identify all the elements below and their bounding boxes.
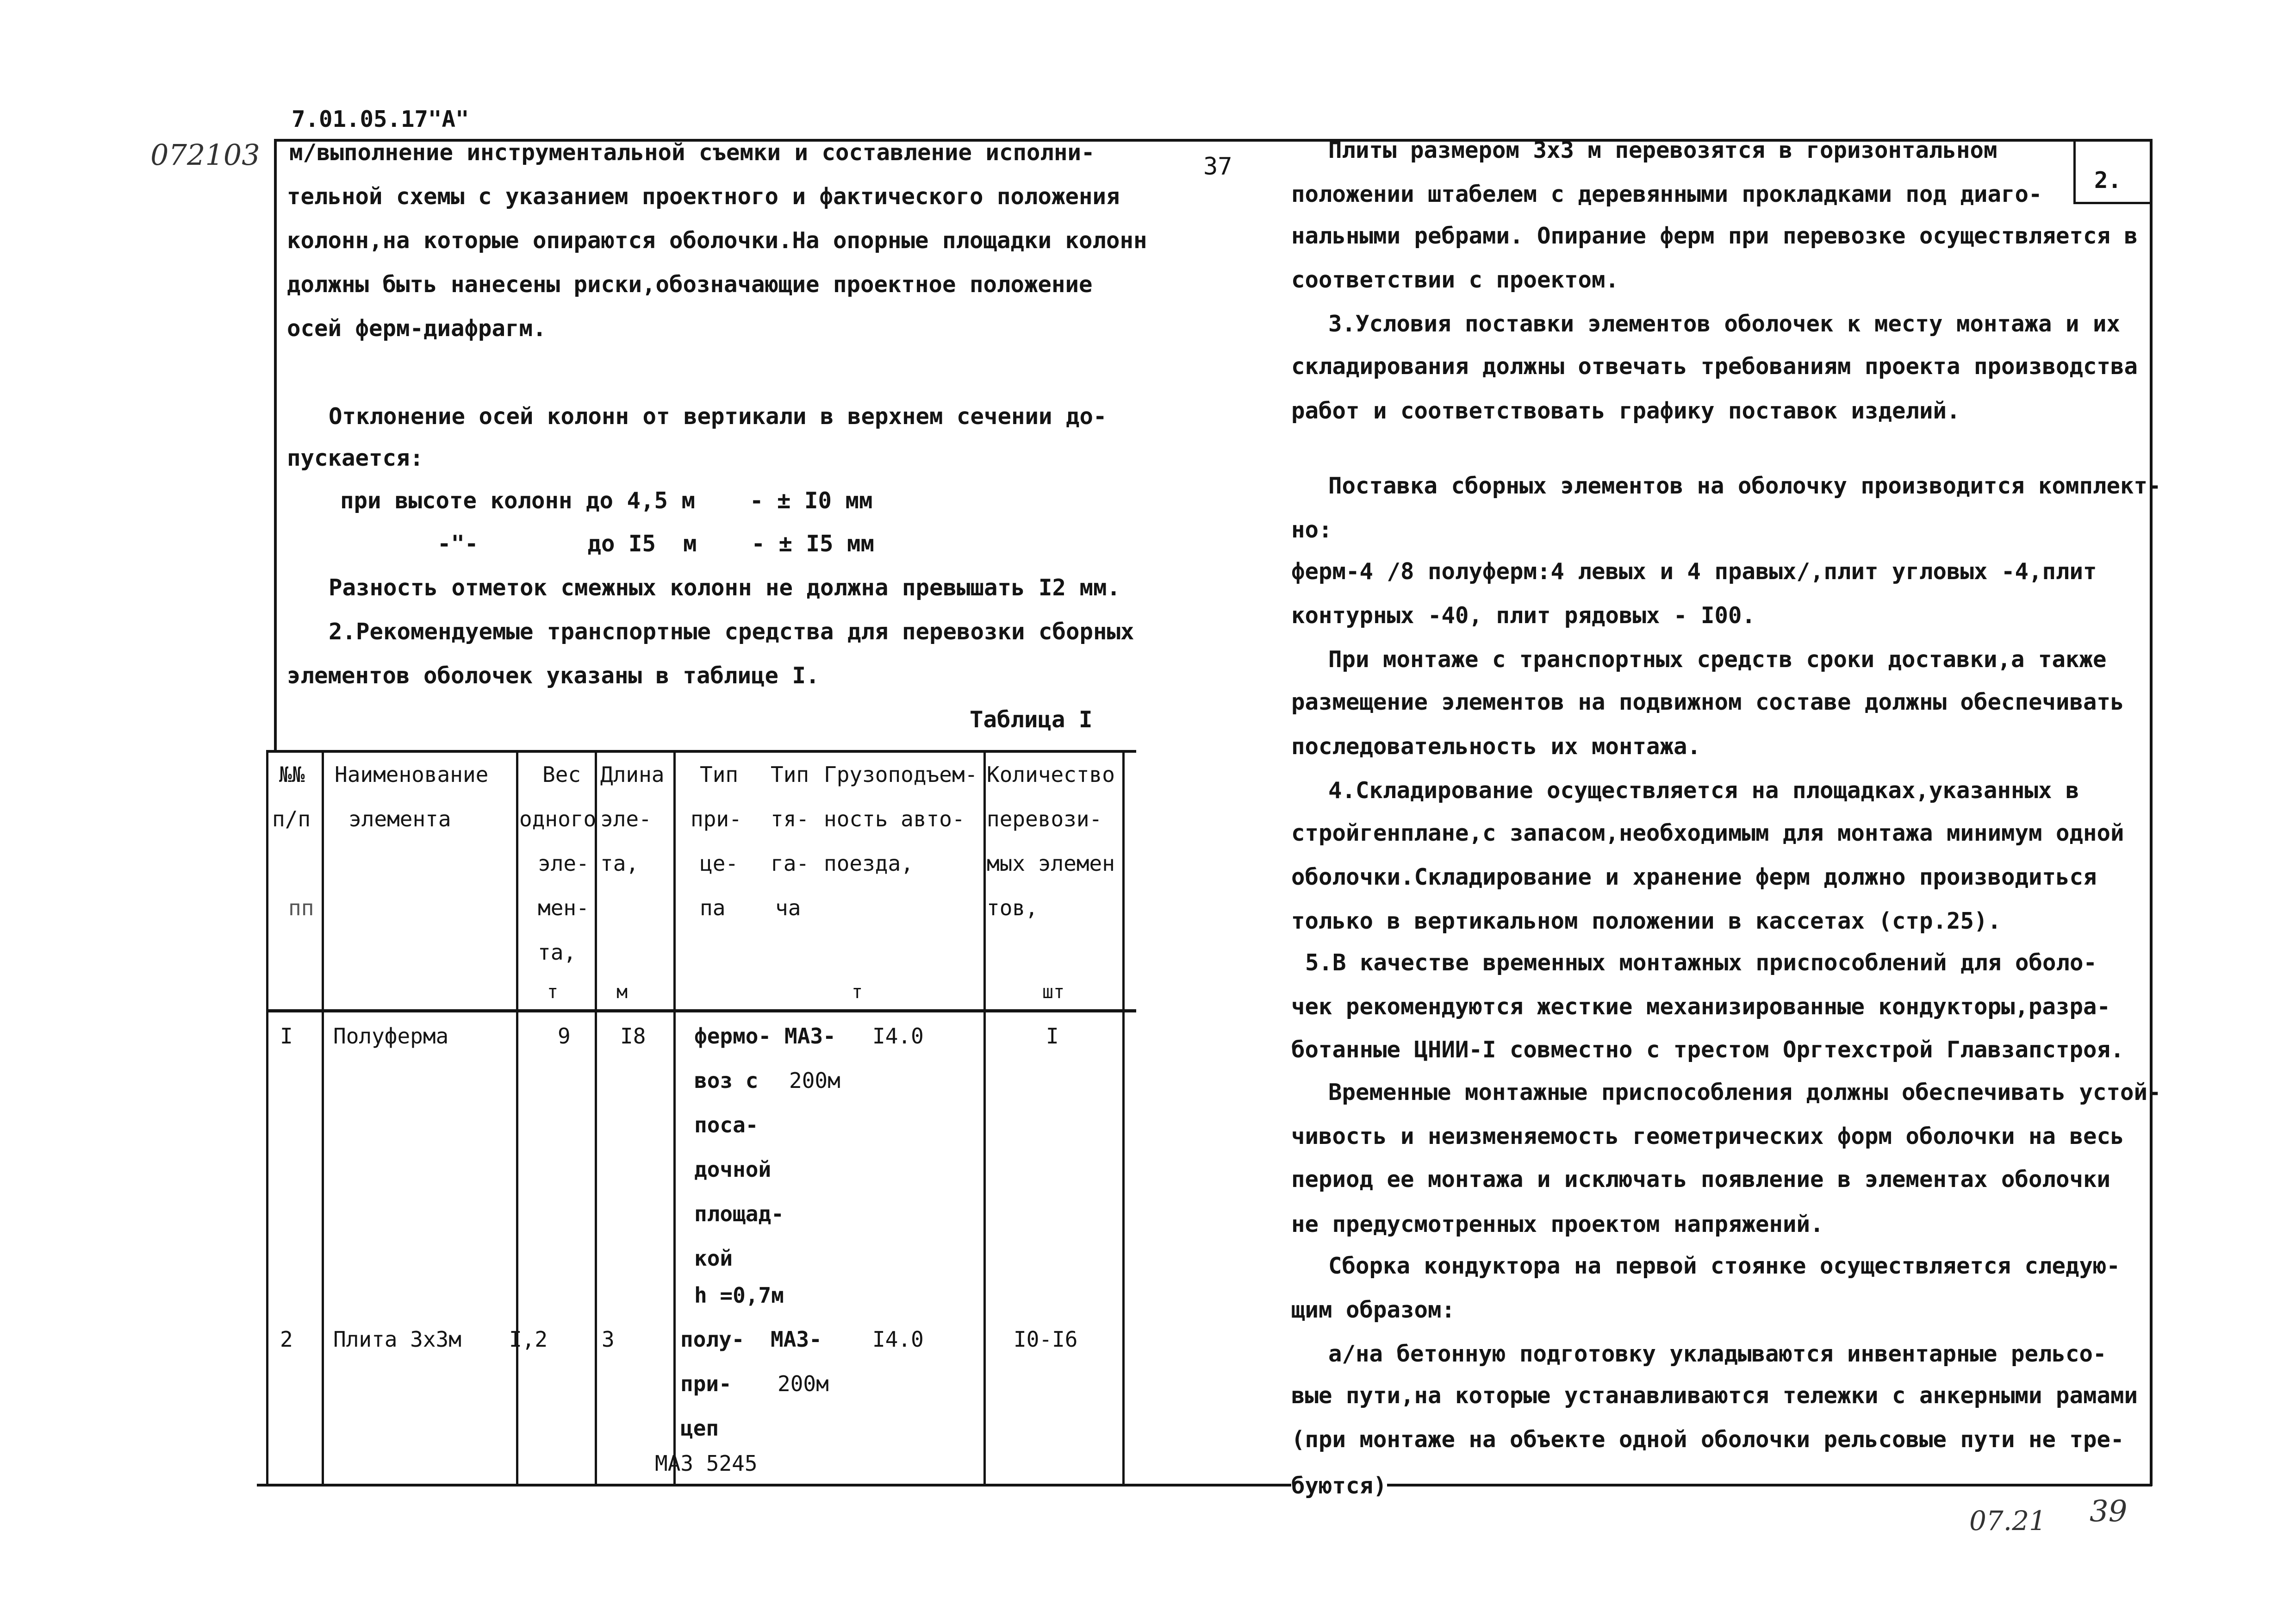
right-line: чивость и неизменяемость геометрических форм оболочки на весь (1291, 1123, 2124, 1149)
row2-weight: I,2 (509, 1327, 548, 1352)
tolerance-line-2: -"- до I5 м - ± I5 мм (437, 531, 875, 557)
row1-trailer-1: воз с (694, 1068, 759, 1093)
table-header-line (266, 1009, 1136, 1012)
right-line: стройгенплане,с запасом,необходимым для монтажа минимум одной (1291, 820, 2124, 846)
row2-quantity: I0-I6 (1014, 1327, 1078, 1352)
row2-num: 2 (280, 1327, 293, 1352)
transport-table: №№ п/п пп Наименование элемента Вес одного эле- мен- та, т Длина эле- та, м Тип при- це- па Тип тя- га- ча Грузоподъем- ность авто- поезда, т Количество перевози- мых элемен тов, шт I Полуферма 9 I8 фермо- воз с поса- дочной площад- кой h =0,7м МАЗ- 200м I4.0 I 2 Плита 3х3м I,2 3 полу- при- цеп МАЗ 5245 МАЗ- 200м I4.0 I0-I6 (257, 750, 1136, 1491)
box-left (2073, 139, 2076, 204)
box-bottom (2073, 202, 2152, 204)
frame-right (2150, 139, 2153, 1486)
right-line: но: (1291, 517, 1332, 543)
left-para2-line2: пускается: (287, 445, 424, 471)
right-line: щим образом: (1291, 1297, 1456, 1323)
row1-tractor-0: МАЗ- (784, 1024, 836, 1049)
left-para4-line2: элементов оболочек указаны в таблице I. (287, 662, 820, 689)
right-line: чек рекомендуются жесткие механизированные кондукторы,разра- (1291, 993, 2111, 1020)
row2-tractor-1: 200м (778, 1371, 829, 1396)
frame-bottom (1270, 1484, 2152, 1487)
bottom-mark: 07.21 (1969, 1505, 2047, 1537)
row1-length: I8 (620, 1024, 646, 1049)
right-line: размещение элементов на подвижном составе должны обеспечивать (1291, 689, 2124, 715)
left-para1-line5: осей ферм-диафрагм. (287, 315, 547, 342)
row1-trailer-6: h =0,7м (694, 1283, 784, 1308)
row1-trailer-3: дочной (694, 1157, 772, 1182)
row1-weight: 9 (558, 1024, 571, 1049)
row2-name: Плита 3х3м (333, 1327, 461, 1352)
row1-tractor-1: 200м (789, 1068, 840, 1093)
tolerance-line-1: при высоте колонн до 4,5 м - ± I0 мм (340, 487, 873, 514)
right-line: работ и соответствовать графику поставок изделий. (1291, 398, 1960, 424)
right-line: оболочки.Складирование и хранение ферм должно производиться (1291, 864, 2097, 890)
right-line: последовательность их монтажа. (1291, 733, 1701, 760)
left-para1-line3: колонн,на которые опираются оболочки.На опорные площадки колонн (287, 227, 1147, 254)
row1-num: I (280, 1024, 293, 1049)
table-bottom-line (257, 1484, 1298, 1487)
row1-trailer-0: фермо- (694, 1024, 772, 1049)
right-line: положении штабелем с деревянными прокладками под диаго- (1291, 181, 2042, 207)
right-line: ферм-4 /8 полуферм:4 левых и 4 правых/,плит угловых -4,плит (1291, 558, 2097, 585)
row2-trailer-0: полу- (680, 1327, 745, 1352)
right-line: Временные монтажные приспособления должны обеспечивать устой- (1328, 1079, 2161, 1106)
right-line: складирования должны отвечать требованиям проекта производства (1291, 353, 2138, 380)
row1-quantity: I (1046, 1024, 1059, 1049)
right-line: контурных -40, плит рядовых - I00. (1291, 602, 1756, 629)
right-line: 4.Складирование осуществляется на площадках,указанных в (1328, 777, 2079, 804)
right-line: Поставка сборных элементов на оболочку производится комплект- (1328, 473, 2161, 499)
frame-left (274, 139, 277, 750)
left-para1-line1: м/выполнение инструментальной съемки и составление исполни- (289, 139, 1095, 166)
right-line: а/на бетонную подготовку укладываются инвентарные рельсо- (1328, 1341, 2107, 1367)
right-line: Сборка кондуктора на первой стоянке осуществляется следую- (1328, 1253, 2121, 1279)
document-code: 7.01.05.17"А" (292, 106, 469, 132)
right-line: 3.Условия поставки элементов оболочек к месту монтажа и их (1328, 311, 2121, 337)
right-line: ботанные ЦНИИ-I совместно с трестом Оргтехстрой Главзапстроя. (1291, 1037, 2124, 1063)
left-margin-mark: 072103 (150, 138, 260, 172)
row2-tractor-0: МАЗ- (771, 1327, 822, 1352)
right-line: нальными ребрами. Опирание ферм при перевозке осуществляется в (1291, 223, 2138, 249)
row2-trailer-3: МАЗ 5245 (655, 1451, 758, 1476)
row1-trailer-5: кой (694, 1246, 733, 1271)
table-row (257, 1317, 1136, 1484)
left-para3: Разность отметок смежных колонн не должна превышать I2 мм. (329, 575, 1121, 601)
right-line: не предусмотренных проектом напряжений. (1291, 1211, 1824, 1237)
right-line: только в вертикальном положении в кассетах (стр.25). (1291, 908, 2002, 934)
row1-capacity: I4.0 (872, 1024, 924, 1049)
row2-trailer-2: цеп (680, 1416, 719, 1441)
right-line: 5.В качестве временных монтажных приспособлений для оболо- (1305, 949, 2097, 976)
right-line: При монтаже с транспортных средств сроки доставки,а также (1328, 646, 2107, 673)
box-number: 2. (2094, 167, 2122, 194)
table-caption: Таблица I (970, 706, 1093, 733)
row1-trailer-2: поса- (694, 1112, 759, 1137)
row2-trailer-1: при- (680, 1371, 732, 1396)
left-para4-line1: 2.Рекомендуемые транспортные средства для перевозки сборных (329, 618, 1134, 645)
right-line: период ее монтажа и исключать появление в элементах оболочки (1291, 1166, 2111, 1193)
right-line: (при монтаже на объекте одной оболочки рельсовые пути не тре- (1291, 1426, 2124, 1453)
row2-capacity: I4.0 (872, 1327, 924, 1352)
left-para2-line1: Отклонение осей колонн от вертикали в верхнем сечении до- (329, 403, 1107, 430)
right-line: вые пути,на которые устанавливаются тележки с анкерными рамами (1291, 1382, 2138, 1409)
row2-length: 3 (602, 1327, 615, 1352)
row1-name: Полуферма (333, 1024, 449, 1049)
right-line: буются) (1291, 1473, 1387, 1499)
right-line: Плиты размером 3х3 м перевозятся в горизонтальном (1328, 137, 1997, 163)
page-number-center: 37 (1203, 153, 1232, 181)
bottom-page-number: 39 (2090, 1494, 2128, 1529)
table-row (257, 1014, 1136, 1310)
left-para1-line2: тельной схемы с указанием проектного и фактического положения (287, 183, 1120, 210)
right-line: соответствии с проектом. (1291, 267, 1619, 293)
row1-trailer-4: площад- (694, 1201, 784, 1226)
left-para1-line4: должны быть нанесены риски,обозначающие проектное положение (287, 271, 1093, 298)
